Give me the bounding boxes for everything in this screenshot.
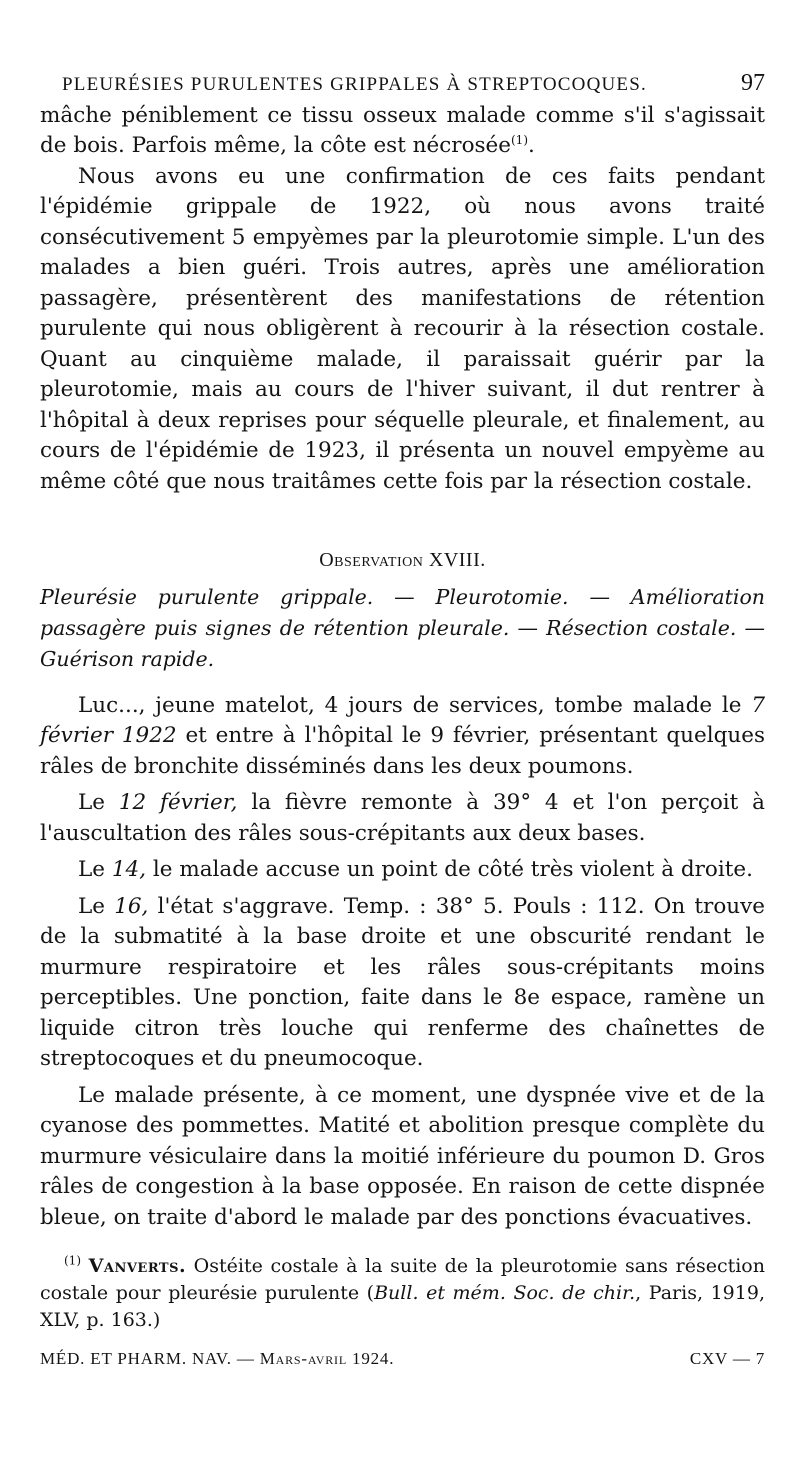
text: Le <box>78 790 119 815</box>
footnote-reference: (1) <box>511 132 528 147</box>
date-text: 7 février 1922 <box>40 692 765 748</box>
running-header <box>62 68 765 101</box>
running-title: PLEURÉSIES PURULENTES GRIPPALES À STREPTOCOQUES. <box>62 74 647 95</box>
date-text: 16, <box>114 893 149 919</box>
text: Le malade présente, à ce moment, une dyspnée vive et de la cyanose des pommettes. Matité et abolition presque complète du murmure vésiculaire dans la moitié inférieure du poumon D. Gros râles de congestion à la base opposée. En raison de cette dispnée bleue, on traite d'abord le malade par des ponctions évacuatives. <box>40 1082 765 1230</box>
observation-subtitle: Pleurésie purulente grippale. — Pleurotomie. — Amélioration passagère puis signes de rétention pleurale. — Résection costale. — Guérison rapide. <box>40 584 765 671</box>
page-number: 97 <box>741 70 765 96</box>
footnote-tail: , Paris, 1919, XLV, p. 163.) <box>40 1282 765 1331</box>
observation-paragraph <box>40 892 765 1075</box>
observation-title: Observation XVIII. <box>319 549 486 571</box>
observation-body <box>40 691 765 1234</box>
observation-paragraph <box>40 691 765 783</box>
page-footer <box>40 1344 765 1375</box>
intro-text: mâche péniblement ce tissu osseux malade comme s'il s'agissait de bois. Parfois même, la côte est nécrosée <box>40 102 765 158</box>
footnote-author: Vanverts. <box>88 1255 187 1277</box>
date-text: 12 février, <box>118 790 238 815</box>
text: le malade accuse un point de côté très violent à droite. <box>146 857 753 882</box>
footnote-reference-title: Bull. et mém. Soc. de chir. <box>374 1282 636 1304</box>
footnote-marker: (1) <box>64 1253 81 1268</box>
intro-paragraph-2: Nous avons eu une confirmation de ces faits pendant l'épidémie grippale de 1922, où nous avons traité consécutivement 5 empyèmes par la pleurotomie simple. L'un des malades a bien guéri. Trois autres, après une amélioration passagère, présentèrent des manifestations de rétention purulente qui nous obligèrent à recourir à la résection costale. Quant au cinquième malade, il paraissait guérir par la pleurotomie, mais au cours de l'hiver suivant, il dut rentrer à l'hôpital à deux reprises pour séquelle pleurale, et finalement, au cours de l'épidémie de 1923, il présenta un nouvel empyème au même côté que nous traitâmes cette fois par la résection costale. <box>40 163 765 494</box>
date-text: 14, <box>111 857 147 882</box>
text: Le <box>78 857 112 882</box>
text: et entre à l'hôpital le 9 février, présentant quelques râles de bronchite disséminés dans les deux poumons. <box>40 723 765 779</box>
signature-mark: CXV — 7 <box>689 1349 765 1368</box>
observation-paragraph <box>40 855 765 886</box>
text: Luc..., jeune matelot, 4 jours de services, tombe malade le <box>78 692 752 718</box>
text: l'état s'aggrave. Temp. : 38° 5. Pouls : 112. On trouve de la submatité à la base droite et une obscurité rendant le murmure respiratoire et les râles sous-crépitants moins perceptibles. Une ponction, faite dans le 8e espace, ramène un liquide citron très louche qui renferme des chaînettes de streptocoques et du pneumocoque. <box>40 893 765 1071</box>
footnote-text: Ostéite costale à la suite de la pleurotomie sans résection costale pour pleurésie purulente ( <box>40 1255 765 1304</box>
journal-signature: MÉD. ET PHARM. NAV. — Mars-avril 1924. <box>40 1349 395 1368</box>
text: Le <box>78 893 115 919</box>
document-page <box>40 68 765 1375</box>
intro-text-end: . <box>528 133 535 158</box>
observation-paragraph <box>40 788 765 849</box>
observation-paragraph <box>40 1081 765 1234</box>
footnote <box>40 1253 765 1334</box>
intro-paragraph-1 <box>40 101 765 162</box>
text: la fièvre remonte à 39° 4 et l'on perçoit à l'auscultation des râles sous-crépitants aux deux bases. <box>40 790 765 846</box>
